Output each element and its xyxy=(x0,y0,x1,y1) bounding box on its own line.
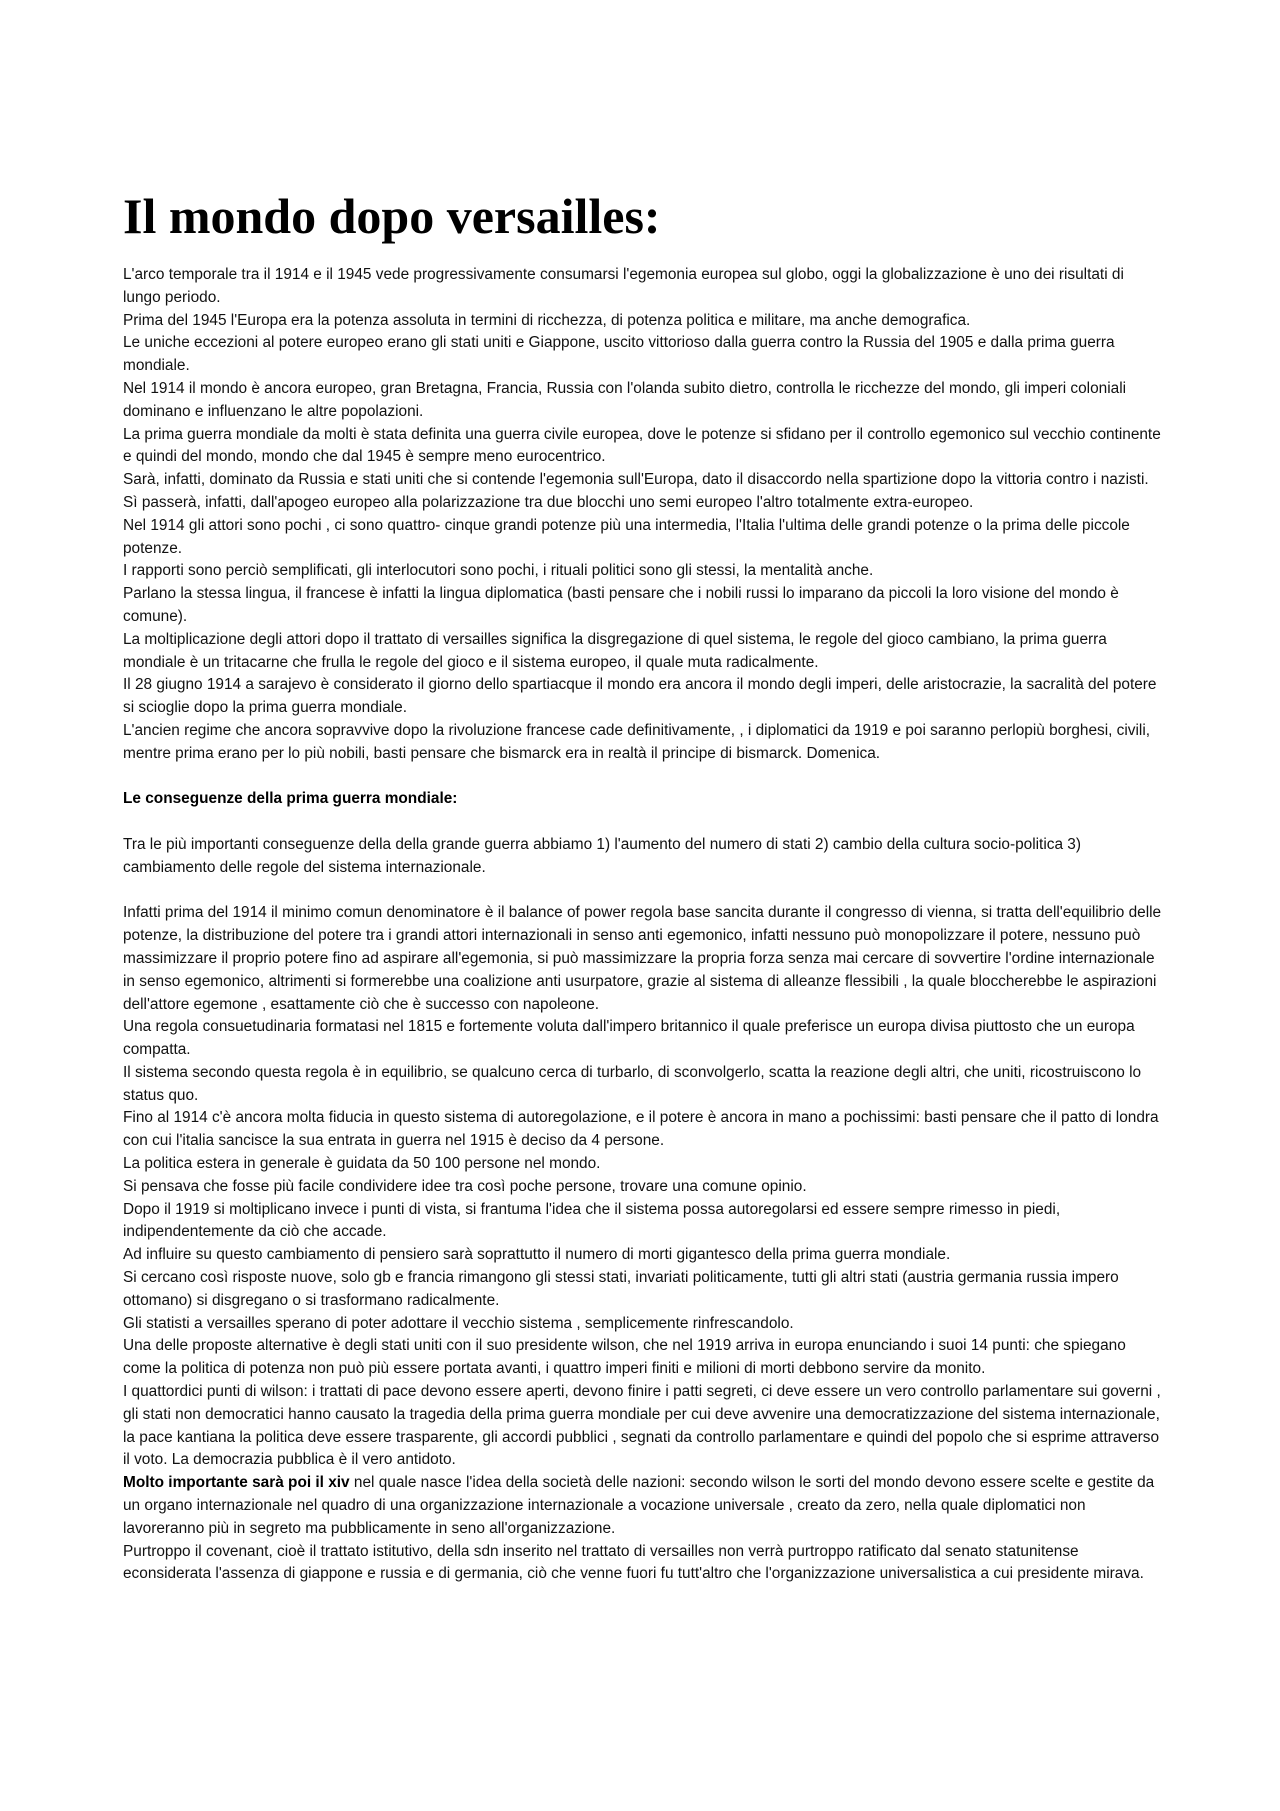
section-consequences xyxy=(123,834,1163,880)
bold-lead: Molto importante sarà poi il xiv xyxy=(123,1474,350,1492)
spacer xyxy=(123,766,1163,789)
paragraph: Il 28 giugno 1914 a sarajevo è considerato il giorno dello spartiacque il mondo era ancora il mondo degli imperi, delle aristocrazie, la sacralità del potere si scioglie dopo la prima guerra mondiale. xyxy=(123,676,1157,717)
paragraph: Nel 1914 il mondo è ancora europeo, gran Bretagna, Francia, Russia con l'olanda subito dietro, controlla le ricchezze del mondo, gli imperi coloniali dominano e influenzano le altre popolazioni. xyxy=(123,379,1127,420)
paragraph: Una delle proposte alternative è degli stati uniti con il suo presidente wilson, che nel 1919 arriva in europa enunciando i suoi 14 punti: che spiegano come la politica di potenza non può più essere portata avanti, i quattro imperi finiti e milioni di morti debbono servire da monito. xyxy=(123,1337,1126,1378)
paragraph: Prima del 1945 l'Europa era la potenza assoluta in termini di ricchezza, di potenza politica e militare, ma anche demografica. xyxy=(123,311,971,329)
paragraph: Purtroppo il covenant, cioè il trattato istitutivo, della sdn inserito nel trattato di versailles non verrà purtroppo ratificato dal senato statunitense econsiderata l'assenza di giappone e russia e di germania, ciò che venne fuori fu tutt'altro che l'organizzazione universalistica a cui presidente mirava. xyxy=(123,1542,1144,1583)
paragraph: L'ancien regime che ancora sopravvive dopo la rivoluzione francese cade definitivamente, , i diplomatici da 1919 e poi saranno perlopiù borghesi, civili, mentre prima erano per lo più nobili, basti pensare che bismarck era in realtà il principe di bismarck. Domenica. xyxy=(123,721,1151,762)
paragraph-rest: nel quale nasce l'idea della società delle nazioni: secondo wilson le sorti del mondo devono essere scelte e gestite da un organo internazionale nel quadro di una organizzazione internazionale a vocazione universale , creato da zero, nella quale diplomatici non lavoreranno più in segreto ma pubblicamente in seno all'organizzazione. xyxy=(123,1474,1155,1537)
paragraph: La prima guerra mondiale da molti è stata definita una guerra civile europea, dove le potenze si sfidano per il controllo egemonico sul vecchio continente e quindi del mondo, mondo che dal 1945 è sempre meno eurocentrico. xyxy=(123,425,1161,466)
document-page xyxy=(123,186,1163,1586)
paragraph: Fino al 1914 c'è ancora molta fiducia in questo sistema di autoregolazione, e il potere è ancora in mano a pochissimi: basti pensare che il patto di londra con cui l'italia sancisce la sua entrata in guerra nel 1915 è deciso da 4 persone. xyxy=(123,1109,1159,1150)
paragraph: Una regola consuetudinaria formatasi nel 1815 e fortemente voluta dall'impero britannico il quale preferisce un europa divisa piuttosto che un europa compatta. xyxy=(123,1018,1135,1059)
paragraph: Gli statisti a versailles sperano di poter adottare il vecchio sistema , semplicemente rinfrescandolo. xyxy=(123,1314,794,1332)
paragraph: La moltiplicazione degli attori dopo il trattato di versailles significa la disgregazione di quel sistema, le regole del gioco cambiano, la prima guerra mondiale è un tritacarne che frulla le regole del gioco e il sistema europeo, il quale muta radicalmente. xyxy=(123,630,1107,671)
paragraph: Parlano la stessa lingua, il francese è infatti la lingua diplomatica (basti pensare che i nobili russi lo imparano da piccoli la loro visione del mondo è comune). xyxy=(123,585,1119,625)
spacer xyxy=(123,880,1163,903)
spacer xyxy=(123,811,1163,834)
section-heading: Le conseguenze della prima guerra mondiale: xyxy=(123,790,458,808)
paragraph-xiv xyxy=(123,1472,1163,1540)
paragraph: Tra le più importanti conseguenze della della grande guerra abbiamo 1) l'aumento del numero di stati 2) cambio della cultura socio-politica 3) cambiamento delle regole del sistema internazionale. xyxy=(123,835,1081,876)
paragraph: I quattordici punti di wilson: i trattati di pace devono essere aperti, devono finire i patti segreti, ci deve essere un vero controllo parlamentare sui governi , gli stati non democratici hanno causato la tragedia della prima guerra mondiale per cui deve avvenire una democratizzazione del sistema internazionale, la pace kantiana la politica deve essere trasparente, gli accordi pubblici , segnati da controllo parlamentare e quindi del popolo che si esprime attraverso il voto. La democrazia pubblica è il vero antidoto. xyxy=(123,1383,1161,1469)
paragraph: Dopo il 1919 si moltiplicano invece i punti di vista, si frantuma l'idea che il sistema possa autoregolarsi ed essere sempre rimesso in piedi, indipendentemente da ciò che accade. xyxy=(123,1200,1061,1241)
paragraph: La politica estera in generale è guidata da 50 100 persone nel mondo. xyxy=(123,1155,601,1173)
paragraph: L'arco temporale tra il 1914 e il 1945 vede progressivamente consumarsi l'egemonia europea sul globo, oggi la globalizzazione è uno dei risultati di lungo periodo. xyxy=(123,266,1124,306)
page-title: Il mondo dopo versailles: xyxy=(123,188,661,244)
paragraph: Ad influire su questo cambiamento di pensiero sarà soprattutto il numero di morti gigantesco della prima guerra mondiale. xyxy=(123,1246,951,1264)
section-balance-of-power xyxy=(123,902,1163,1586)
paragraph: Il sistema secondo questa regola è in equilibrio, se qualcuno cerca di turbarlo, di sconvolgerlo, scatta la reazione degli altri, che uniti, ricostruiscono lo status quo. xyxy=(123,1063,1142,1104)
paragraph: Infatti prima del 1914 il minimo comun denominatore è il balance of power regola base sancita durante il congresso di vienna, si tratta dell'equilibrio delle potenze, la distribuzione del potere tra i grandi attori internazionali in senso anti egemonico, infatti nessuno può monopolizzare il potere, nessuno può massimizzare il proprio potere fino ad aspirare all'egemonia, si può massimizzare la propria forza senza mai cercare di sovvertire l'ordine internazionale in senso egemonico, altrimenti si formerebbe una coalizione anti usurpatore, grazie al sistema di alleanze flessibili , la quale bloccherebbe le aspirazioni dell'attore egemone , esattamente ciò che è successo con napoleone. xyxy=(123,904,1162,1013)
paragraph: Nel 1914 gli attori sono pochi , ci sono quattro- cinque grandi potenze più una intermedia, l'Italia l'ultima delle grandi potenze o la prima delle piccole potenze. xyxy=(123,516,1130,557)
section-intro xyxy=(123,264,1163,766)
paragraph: Le uniche eccezioni al potere europeo erano gli stati uniti e Giappone, uscito vittorioso dalla guerra contro la Russia del 1905 e dalla prima guerra mondiale. xyxy=(123,334,1115,375)
paragraph: Sarà, infatti, dominato da Russia e stati uniti che si contende l'egemonia sull'Europa, dato il disaccordo nella spartizione dopo la vittoria contro i nazisti. Sì passerà, infatti, dall'apogeo europeo alla polarizzazione tra due blocchi uno semi europeo l'altro totalmente extra-europeo. xyxy=(123,471,1149,511)
paragraph: I rapporti sono perciò semplificati, gli interlocutori sono pochi, i rituali politici sono gli stessi, la mentalità anche. xyxy=(123,562,874,580)
paragraph: Si cercano così risposte nuove, solo gb e francia rimangono gli stessi stati, invariati politicamente, tutti gli altri stati (austria germania russia impero ottomano) si disgregano o si trasformano radicalmente. xyxy=(123,1269,1119,1309)
paragraph: Si pensava che fosse più facile condividere idee tra così poche persone, trovare una comune opinio. xyxy=(123,1177,807,1195)
